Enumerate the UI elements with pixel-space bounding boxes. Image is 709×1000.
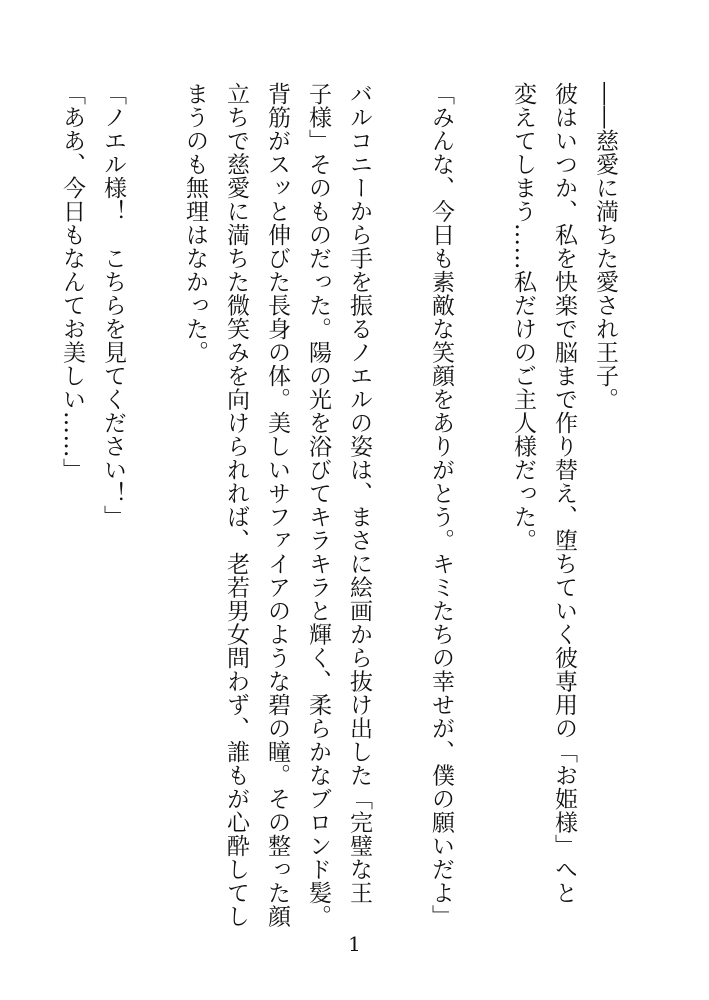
text-line: ――慈愛に満ちた愛され王子。 <box>592 82 618 411</box>
blank-line <box>133 82 174 902</box>
text-line: 「ああ、今日もなんてお美しい……」 <box>59 82 85 482</box>
text-line: 「ノエル様！ こちらを見てください！」 <box>100 82 126 529</box>
text-line: 「みんな、今日も素敵な笑顔をありがとう。キミたちの幸せが、僕の願いだよ」 <box>428 82 454 928</box>
text-line: 立ちで慈愛に満ちた微笑みを向けられれば、老若男女問わず、誰もが心酔してし <box>223 82 249 928</box>
blank-line <box>379 82 420 902</box>
text-line: まうのも無理はなかった。 <box>182 82 208 364</box>
text-line: 彼はいつか、私を快楽で脳まで作り替え、堕ちていく彼専用の「お姫様」へと <box>551 82 577 905</box>
text-line: 変えてしまう……私だけのご主人様だった。 <box>510 82 536 552</box>
text-line: バルコニーから手を振るノエルの姿は、まさに絵画から抜け出した「完璧な王 <box>346 82 372 905</box>
page-number: 1 <box>348 932 361 956</box>
vertical-text-body <box>51 82 625 928</box>
text-line: 子様」そのものだった。陽の光を浴びてキラキラと輝く、柔らかなブロンド髪。 <box>305 82 331 928</box>
blank-line <box>461 82 502 902</box>
text-line: 背筋がスッと伸びた長身の体。美しいサファイアのような碧の瞳。その整った顔 <box>264 82 290 928</box>
